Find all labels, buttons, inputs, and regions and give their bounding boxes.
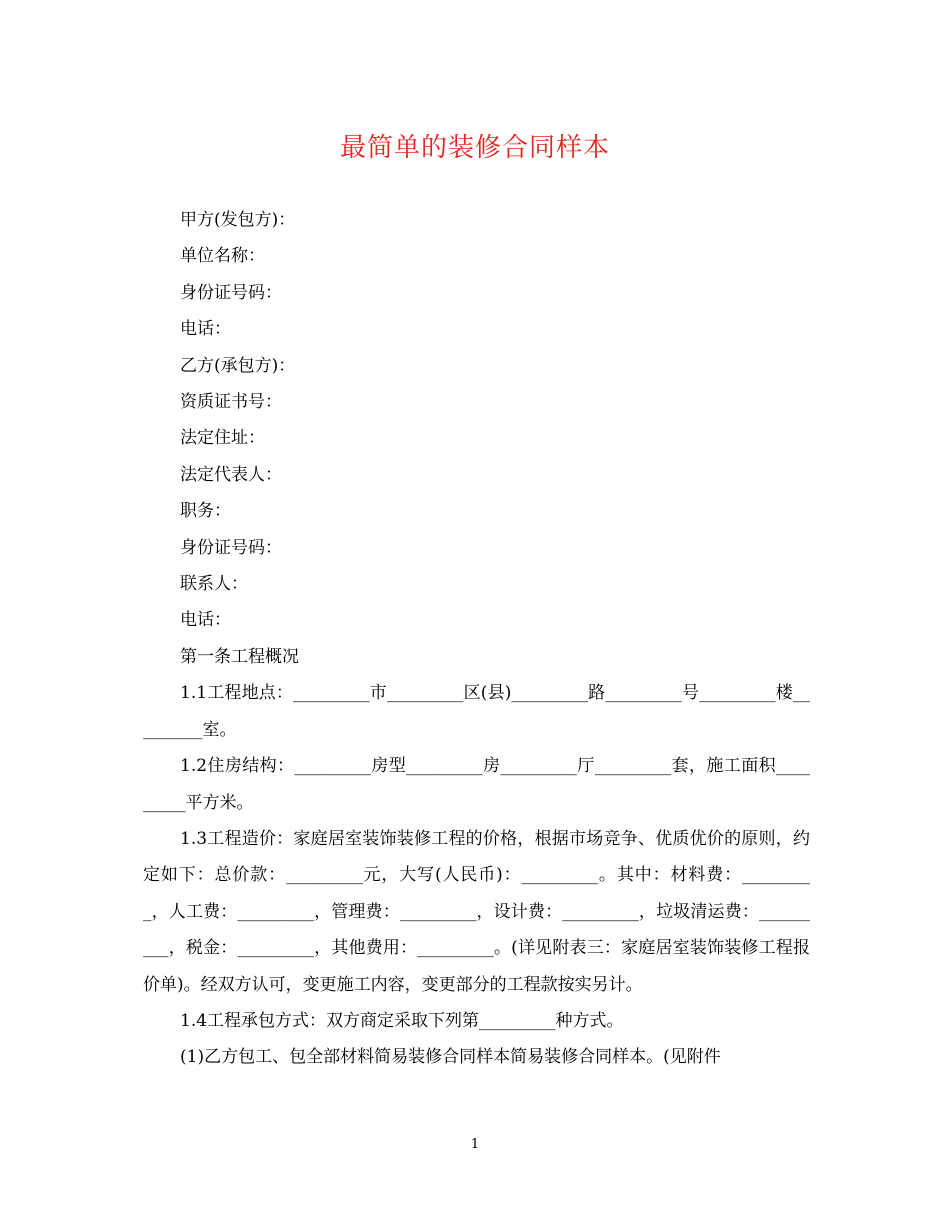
party-b-id-number: 身份证号码： — [180, 537, 282, 558]
party-b-position: 职务： — [180, 501, 231, 522]
clause-1-4-option-1: (1)乙方包工、包全部材料简易装修合同样本简易装修合同样本。(见附件 — [180, 1047, 721, 1068]
party-b-address: 法定住址： — [180, 428, 265, 449]
party-b-license-number: 资质证书号： — [180, 392, 282, 413]
clause-1-4-contract-method: 1.4工程承包方式：双方商定采取下列第_________种方式。 — [180, 1010, 624, 1031]
page-number: 1 — [470, 1137, 480, 1152]
party-b-contact: 联系人： — [180, 574, 248, 595]
party-b-heading: 乙方(承包方)： — [180, 355, 296, 376]
clause-1-2-structure: 1.2住房结构：_________房型_________房_________厅_________套，施工面积_________平方米。 — [143, 756, 810, 813]
article-1-heading: 第一条工程概况 — [180, 646, 299, 667]
document-body — [143, 202, 810, 1076]
party-b-legal-representative: 法定代表人： — [180, 464, 282, 485]
party-a-phone: 电话： — [180, 319, 231, 340]
document-title: 最简单的装修合同样本 — [339, 133, 610, 163]
party-a-company-name: 单位名称： — [180, 246, 265, 267]
clause-1-1-location: 1.1工程地点：_________市_________区(县)_________路_________号_________楼_________室。 — [143, 683, 810, 740]
clause-1-3-cost: 1.3工程造价：家庭居室装饰装修工程的价格，根据市场竞争、优质优价的原则，约定如下：总价款：_________元，大写(人民币)：_________。其中：材料费：_________，人工费：_________，管理费：_________，设计费：_________，垃圾清运费：_________，税金：_________，其他费用：_________。(详见附表三：家庭居室装饰装修工程报价单)。经双方认可，变更施工内容，变更部分的工程款按实另计。 — [143, 828, 810, 995]
party-a-heading: 甲方(发包方)： — [180, 210, 296, 230]
party-b-phone: 电话： — [180, 610, 231, 631]
party-a-id-number: 身份证号码： — [180, 282, 282, 303]
